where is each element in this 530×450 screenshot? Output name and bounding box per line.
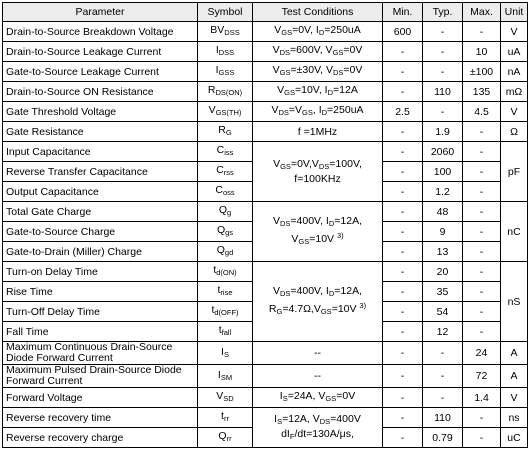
- symbol-cell: $t_{rise}$: [198, 282, 253, 302]
- parameter-cell: Turn-on Delay Time: [3, 262, 198, 282]
- symbol-cell: $V_{GS(TH)}$: [198, 102, 253, 122]
- table-row: [3, 365, 528, 388]
- typ-cell: 1.2: [423, 182, 463, 202]
- typ-cell: 13: [423, 242, 463, 262]
- switching-conditions-cell: $V_{DS}=400V$, $I_D=12A$, $R_G=4.7\Omega,V_{GS}=10V$ $^{3)}$: [253, 262, 383, 342]
- unit-cell: A: [501, 365, 528, 388]
- symbol-cell: $I_{GSS}$: [198, 62, 253, 82]
- unit-cell: ns: [501, 408, 528, 428]
- symbol-cell: $I_{DSS}$: [198, 42, 253, 62]
- unit-cell: V: [501, 102, 528, 122]
- condition-cell: --: [253, 342, 383, 365]
- capacitance-unit-cell: pF: [501, 142, 528, 202]
- max-cell: -: [463, 22, 501, 42]
- min-cell: -: [383, 82, 423, 102]
- typ-cell: 110: [423, 408, 463, 428]
- header-row: [3, 3, 528, 22]
- table-row: [3, 202, 528, 222]
- min-cell: -: [383, 365, 423, 388]
- symbol-cell: $BV_{DSS}$: [198, 22, 253, 42]
- parameter-cell: Input Capacitance: [3, 142, 198, 162]
- gate-charge-conditions-cell: $V_{DS}=400V$, $I_D=12A$, $V_{GS}=10V$ $^{3)}$: [253, 202, 383, 262]
- min-cell: -: [383, 142, 423, 162]
- parameter-cell: Turn-Off Delay Time: [3, 302, 198, 322]
- unit-cell: V: [501, 22, 528, 42]
- symbol-cell: $R_G$: [198, 122, 253, 142]
- switching-unit-cell: nS: [501, 262, 528, 342]
- condition-cell: $V_{DS}=600V$, $V_{GS}=0V$: [253, 42, 383, 62]
- unit-cell: V: [501, 388, 528, 408]
- min-cell: -: [383, 322, 423, 342]
- table-row: [3, 42, 528, 62]
- header-parameter: Parameter: [3, 3, 198, 22]
- symbol-cell: $C_{iss}$: [198, 142, 253, 162]
- symbol-cell: $C_{oss}$: [198, 182, 253, 202]
- unit-cell: uA: [501, 42, 528, 62]
- min-cell: -: [383, 282, 423, 302]
- min-cell: -: [383, 62, 423, 82]
- unit-cell: nA: [501, 62, 528, 82]
- min-cell: -: [383, 388, 423, 408]
- condition-cell: $V_{GS}=0V$, $I_D=250uA$: [253, 22, 383, 42]
- condition-cell: $I_S=24A$, $V_{GS}=0V$: [253, 388, 383, 408]
- max-cell: -: [463, 428, 501, 448]
- table-row: [3, 262, 528, 282]
- table-row: [3, 122, 528, 142]
- typ-cell: -: [423, 102, 463, 122]
- parameter-cell: Drain-to-Source Leakage Current: [3, 42, 198, 62]
- parameter-cell: Drain-to-Source Breakdown Voltage: [3, 22, 198, 42]
- max-cell: -: [463, 322, 501, 342]
- symbol-cell: $t_{d(OFF)}$: [198, 302, 253, 322]
- parameter-cell: Gate-to-Source Charge: [3, 222, 198, 242]
- max-cell: -: [463, 302, 501, 322]
- symbol-cell: $t_{fall}$: [198, 322, 253, 342]
- header-symbol: Symbol: [198, 3, 253, 22]
- max-cell: -: [463, 162, 501, 182]
- parameter-cell: Fall Time: [3, 322, 198, 342]
- electrical-characteristics-table-container: [2, 2, 528, 448]
- parameter-cell: Gate-to-Source Leakage Current: [3, 62, 198, 82]
- max-cell: -: [463, 242, 501, 262]
- min-cell: 2.5: [383, 102, 423, 122]
- header-unit: Unit: [501, 3, 528, 22]
- max-cell: 24: [463, 342, 501, 365]
- parameter-cell: Maximum Pulsed Drain-Source Diode Forward Current: [3, 365, 198, 388]
- max-cell: 135: [463, 82, 501, 102]
- parameter-cell: Reverse recovery charge: [3, 428, 198, 448]
- header-test-conditions: Test Conditions: [253, 3, 383, 22]
- min-cell: -: [383, 242, 423, 262]
- parameter-cell: Total Gate Charge: [3, 202, 198, 222]
- symbol-cell: $C_{rss}$: [198, 162, 253, 182]
- symbol-cell: $Q_{gs}$: [198, 222, 253, 242]
- max-cell: 4.5: [463, 102, 501, 122]
- table-row: [3, 408, 528, 428]
- min-cell: -: [383, 222, 423, 242]
- min-cell: -: [383, 302, 423, 322]
- table-row: [3, 22, 528, 42]
- unit-cell: uC: [501, 428, 528, 448]
- typ-cell: 20: [423, 262, 463, 282]
- unit-cell: A: [501, 342, 528, 365]
- symbol-cell: $I_{SM}$: [198, 365, 253, 388]
- typ-cell: 2060: [423, 142, 463, 162]
- min-cell: -: [383, 262, 423, 282]
- header-typ: Typ.: [423, 3, 463, 22]
- parameter-cell: Reverse Transfer Capacitance: [3, 162, 198, 182]
- max-cell: -: [463, 262, 501, 282]
- gate-charge-unit-cell: nC: [501, 202, 528, 262]
- parameter-cell: Maximum Continuous Drain-Source Diode Forward Current: [3, 342, 198, 365]
- parameter-cell: Rise Time: [3, 282, 198, 302]
- min-cell: -: [383, 342, 423, 365]
- typ-cell: 48: [423, 202, 463, 222]
- typ-cell: -: [423, 388, 463, 408]
- max-cell: -: [463, 122, 501, 142]
- table-row: [3, 102, 528, 122]
- typ-cell: -: [423, 22, 463, 42]
- condition-cell: $V_{GS}=\pm 30V$, $V_{DS}=0V$: [253, 62, 383, 82]
- parameter-cell: Forward Voltage: [3, 388, 198, 408]
- table-row: [3, 82, 528, 102]
- table-row: [3, 62, 528, 82]
- typ-cell: -: [423, 62, 463, 82]
- table-row: [3, 142, 528, 162]
- table-row: [3, 388, 528, 408]
- max-cell: 72: [463, 365, 501, 388]
- min-cell: -: [383, 162, 423, 182]
- min-cell: -: [383, 202, 423, 222]
- typ-cell: 0.79: [423, 428, 463, 448]
- symbol-cell: $t_{rr}$: [198, 408, 253, 428]
- typ-cell: 35: [423, 282, 463, 302]
- min-cell: -: [383, 428, 423, 448]
- typ-cell: 12: [423, 322, 463, 342]
- header-max: Max.: [463, 3, 501, 22]
- typ-cell: 100: [423, 162, 463, 182]
- symbol-cell: $Q_g$: [198, 202, 253, 222]
- max-cell: -: [463, 182, 501, 202]
- reverse-recovery-conditions-cell: $I_S=12A$, $V_{DS}=400V$ $dI_F/dt=130A/\mu s$,: [253, 408, 383, 448]
- header-min: Min.: [383, 3, 423, 22]
- condition-cell: f =1MHz: [253, 122, 383, 142]
- max-cell: -: [463, 202, 501, 222]
- max-cell: 10: [463, 42, 501, 62]
- condition-cell: $V_{GS}=10V$, $I_D=12A$: [253, 82, 383, 102]
- unit-cell: Ω: [501, 122, 528, 142]
- symbol-cell: $t_{d(ON)}$: [198, 262, 253, 282]
- max-cell: -: [463, 222, 501, 242]
- max-cell: -: [463, 408, 501, 428]
- condition-cell: --: [253, 365, 383, 388]
- symbol-cell: $Q_{rr}$: [198, 428, 253, 448]
- symbol-cell: $I_S$: [198, 342, 253, 365]
- capacitance-conditions-cell: $V_{GS}=0V,V_{DS}=100V$, f=100KHz: [253, 142, 383, 202]
- symbol-cell: $Q_{gd}$: [198, 242, 253, 262]
- max-cell: ±100: [463, 62, 501, 82]
- max-cell: -: [463, 142, 501, 162]
- table-row: [3, 342, 528, 365]
- min-cell: -: [383, 408, 423, 428]
- typ-cell: 54: [423, 302, 463, 322]
- max-cell: -: [463, 282, 501, 302]
- typ-cell: 9: [423, 222, 463, 242]
- min-cell: -: [383, 42, 423, 62]
- min-cell: -: [383, 122, 423, 142]
- typ-cell: 1.9: [423, 122, 463, 142]
- parameter-cell: Reverse recovery time: [3, 408, 198, 428]
- parameter-cell: Gate Resistance: [3, 122, 198, 142]
- parameter-cell: Gate Threshold Voltage: [3, 102, 198, 122]
- typ-cell: -: [423, 42, 463, 62]
- typ-cell: -: [423, 342, 463, 365]
- symbol-cell: $V_{SD}$: [198, 388, 253, 408]
- condition-cell: $V_{DS}=V_{GS}$, $I_D=250uA$: [253, 102, 383, 122]
- symbol-cell: $R_{DS(ON)}$: [198, 82, 253, 102]
- parameter-cell: Gate-to-Drain (Miller) Charge: [3, 242, 198, 262]
- max-cell: 1.4: [463, 388, 501, 408]
- typ-cell: 110: [423, 82, 463, 102]
- parameter-cell: Drain-to-Source ON Resistance: [3, 82, 198, 102]
- parameter-cell: Output Capacitance: [3, 182, 198, 202]
- unit-cell: mΩ: [501, 82, 528, 102]
- min-cell: 600: [383, 22, 423, 42]
- typ-cell: -: [423, 365, 463, 388]
- min-cell: -: [383, 182, 423, 202]
- electrical-characteristics-table: [2, 2, 528, 448]
